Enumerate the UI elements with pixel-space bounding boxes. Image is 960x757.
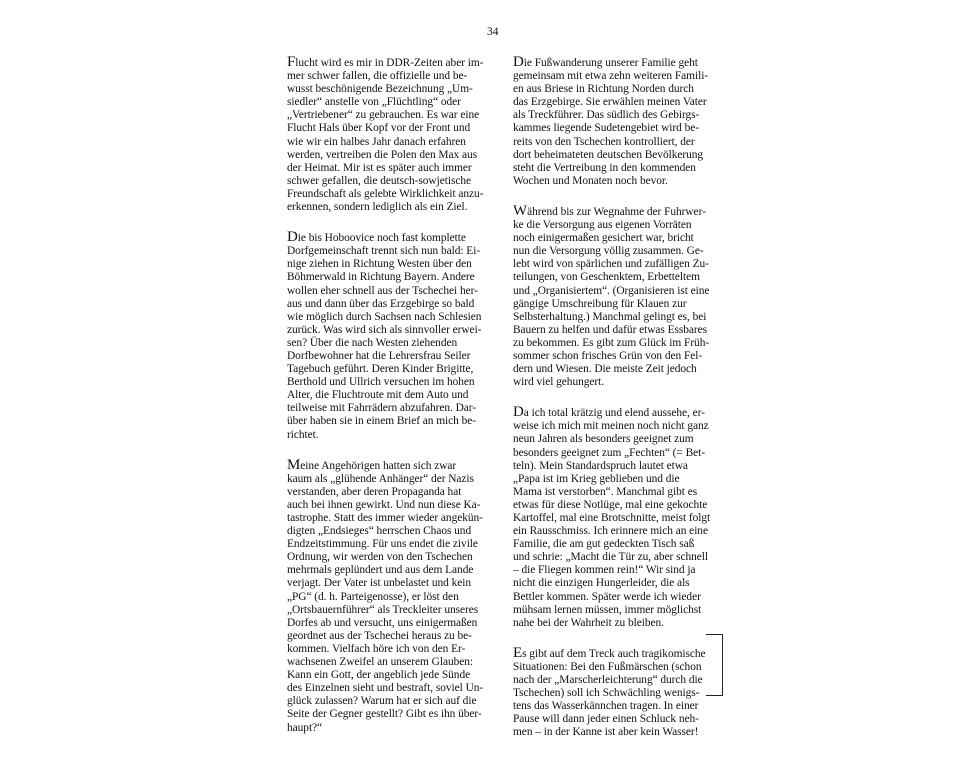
text-line: Endzeitstimmung. Für uns endet die zivile (287, 538, 478, 551)
text-line: lebt wird von spärlichen und zufälligen Zu- (513, 258, 709, 271)
text-line: haupt?“ (287, 721, 323, 734)
text-line: sommer schon frisches Grün von den Fel- (513, 349, 703, 362)
text-line: über haben sie in einem Brief an mich be- (287, 415, 476, 428)
text-line: wachsenen Zweifel an unserem Glauben: (287, 656, 474, 669)
paragraph (287, 456, 492, 735)
text-line: men – in der Kanne ist aber kein Wasser! (513, 726, 699, 739)
text-line: Berthold und Ullrich versuchen im hohen (287, 376, 475, 389)
text-line: geordnet aus der Tschechei heraus zu be- (287, 629, 472, 642)
text-line: ke die Versorgung aus eigenen Vorräten (513, 219, 692, 232)
text-line: steht die Vertreibung in den kommenden (513, 161, 696, 174)
text-line: Es gibt auf dem Treck auch tragikomische (513, 644, 706, 661)
text-line: „Vertriebener“ zu gebrauchen. Es war eine (287, 109, 480, 122)
text-line: mühsam lernen müssen, immer möglichst (513, 603, 702, 616)
text-line: Mama ist verstorben“. Manchmal gibt es (513, 485, 698, 498)
text-line: zurück. Was wird sich als sinnvoller erwei- (287, 323, 482, 336)
text-line: en aus Briese in Richtung Norden durch (513, 83, 694, 96)
text-line: Kann ein Gott, der angeblich jede Sünde (287, 669, 471, 682)
text-line: Familie, die am gut gedeckten Tisch saß (513, 538, 695, 551)
paragraph (287, 56, 492, 214)
text-line: Meine Angehörigen hatten sich zwar (287, 456, 457, 473)
paragraph (513, 406, 713, 630)
text-line: „Papa ist im Krieg geblieben und die (513, 472, 680, 485)
text-line: Die Fußwanderung unserer Familie geht (513, 54, 698, 70)
text-line: Wochen und Monaten noch bevor. (513, 174, 668, 187)
text-line: wird viel gehungert. (513, 376, 605, 389)
text-line: gemeinsam mit etwa zehn weiteren Famili- (513, 70, 709, 83)
text-line: nige ziehen in Richtung Westen über den (287, 258, 472, 271)
text-line: nahe bei der Wahrheit zu bleiben. (513, 616, 664, 629)
text-line: reits von den Tschechen kontrolliert, der (513, 135, 695, 148)
text-line: Flucht Hals über Kopf vor der Front und (287, 122, 471, 135)
text-line: das Erzgebirge. Sie erwählen meinen Vater (513, 96, 707, 109)
text-line: und schrie: „Macht die Tür zu, aber schnell (513, 551, 709, 564)
text-line: aus und dann über das Erzgebirge so bald (287, 297, 475, 310)
text-line: Tschechen) soll ich Schwächling wenigs- (513, 687, 700, 700)
text-line: dort beheimateten deutschen Bevölkerung (513, 148, 704, 161)
text-line: richtet. (287, 428, 319, 441)
text-line: kammes liegende Sudetengebiet wird be- (513, 122, 699, 135)
text-line: Kartoffel, mal eine Brotschnitte, meist folgt (513, 512, 711, 524)
paragraph (513, 56, 713, 188)
text-line: und „Organisiertem“. (Organisieren ist eine (513, 284, 710, 297)
text-line: Selbsterhaltung.) Manchmal gelingt es, bei (513, 310, 707, 323)
text-line: Während bis zur Wegnahme der Fuhrwer- (513, 202, 706, 219)
text-line: kommen. Vielfach höre ich von den Er- (287, 642, 466, 655)
text-line: teilweise mit Fahrrädern abzufahren. Dar- (287, 402, 477, 415)
text-line: weise ich mich mit meinen noch nicht ganz (513, 420, 709, 433)
text-line: zu bekommen. Es gibt zum Glück im Früh- (513, 336, 710, 349)
text-line: „PG“ (d. h. Parteigenosse), er löst den (287, 590, 459, 603)
text-line: verstanden, aber deren Propaganda hat (287, 485, 462, 498)
text-line: wollen eher schnell aus der Tschechei her- (287, 284, 478, 297)
left-column (287, 56, 492, 752)
text-line: Bauern zu helfen und dafür etwas Essbares (513, 323, 708, 336)
text-line: – die Fliegen kommen rein!“ Wir sind ja (513, 564, 696, 577)
margin-bracket-mark (706, 634, 723, 696)
text-line: sen? Über die nach Westen ziehenden (287, 336, 458, 349)
text-line: Alter, die Fluchtroute mit dem Auto und (287, 389, 469, 402)
text-line: Da ich total krätzig und elend aussehe, er- (513, 404, 705, 421)
text-line: Dorfbewohner hat die Lehrersfrau Seiler (287, 349, 471, 362)
text-line: auch bei ihnen gewirkt. Und nun diese Ka- (287, 498, 481, 511)
text-line: verjagt. Der Vater ist unbelastet und kein (287, 577, 471, 590)
text-line: wie möglich durch Sachsen nach Schlesien (287, 310, 482, 323)
text-line: Dorfes ab und versucht, uns einigermaßen (287, 616, 478, 629)
text-line: gängige Umschreibung für Klauen zur (513, 297, 687, 310)
text-line: Tagebuch geführt. Deren Kinder Brigitte, (287, 363, 474, 376)
text-line: teln). Mein Standardspruch lautet etwa (513, 459, 688, 472)
text-line: der Heimat. Mir ist es später auch immer (287, 161, 472, 174)
text-line: Flucht wird es mir in DDR-Zeiten aber im- (287, 54, 484, 70)
paragraph (287, 231, 492, 442)
text-line: noch einigermaßen gesichert war, bricht (513, 232, 694, 245)
text-line: nun die Versorgung völlig zusammen. Ge- (513, 245, 704, 258)
text-line: siedler“ anstelle von „Flüchtling“ oder (287, 96, 461, 109)
text-line: Dorfgemeinschaft trennt sich nun bald: Ei- (287, 245, 481, 258)
text-line: Seite der Gegner gestellt? Gibt es ihn über- (287, 708, 482, 721)
text-line: Pause will dann jeder einen Schluck neh- (513, 713, 699, 726)
text-line: neun Jahren als besonders geeignet zum (513, 433, 694, 446)
text-line: tastrophe. Statt des immer wieder angekün- (287, 512, 483, 524)
text-line: Böhmerwald in Richtung Bayern. Andere (287, 271, 475, 284)
text-line: Die bis Hoboovice noch fast komplette (287, 229, 466, 246)
text-line: digten „Endsieges“ herrschen Chaos und (287, 525, 472, 538)
text-line: wusst beschönigende Bezeichnung „Um- (287, 83, 473, 96)
text-line: dern und Wiesen. Die meiste Zeit jedoch (513, 363, 697, 376)
text-line: mehrmals geplündert und aus dem Lande (287, 564, 474, 577)
right-column (513, 56, 713, 757)
text-line: als Treckführer. Das südlich des Gebirgs- (513, 109, 700, 122)
text-line: „Ortsbauernführer“ als Treckleiter unseres (287, 603, 479, 616)
text-line: erkennen, sondern lediglich als ein Ziel. (287, 201, 468, 214)
text-line: glück zulassen? Warum hat er sich auf die (287, 695, 477, 708)
text-line: etwas für diese Notlüge, mal eine gekochte (513, 498, 708, 511)
text-line: Freundschaft als gelebte Wirklichkeit anzu- (287, 187, 484, 200)
text-line: des Einzelnen sieht und bestraft, soviel Un- (287, 682, 484, 695)
text-line: werden, vertreiben die Polen den Max aus (287, 148, 477, 161)
text-line: Situationen: Bei den Fußmärschen (schon (513, 660, 702, 673)
text-line: ein Rausschmiss. Ich erinnere mich an eine (513, 525, 708, 538)
paragraph (513, 644, 713, 740)
text-line: mer schwer fallen, die offizielle und be- (287, 70, 468, 83)
paragraph (513, 202, 713, 389)
text-line: teilungen, von Geschenktem, Erbetteltem (513, 271, 700, 284)
text-line: wie wir ein halbes Jahr danach erfahren (287, 135, 466, 148)
page-number: 34 (487, 26, 499, 38)
text-line: Ordnung, wir werden von den Tschechen (287, 551, 473, 564)
text-line: nicht die einzigen Hungerleider, die als (513, 577, 690, 590)
text-line: tens das Wasserkännchen tragen. In einer (513, 700, 699, 713)
text-line: nach der „Marscherleichterung“ durch die (513, 674, 703, 687)
text-line: kaum als „glühende Anhänger“ der Nazis (287, 472, 474, 485)
text-line: Bettler kommen. Später werde ich wieder (513, 590, 701, 603)
text-line: schwer gefallen, die deutsch-sowjetische (287, 174, 471, 187)
text-line: besonders geeignet zum „Fechten“ (= Bet- (513, 446, 705, 459)
